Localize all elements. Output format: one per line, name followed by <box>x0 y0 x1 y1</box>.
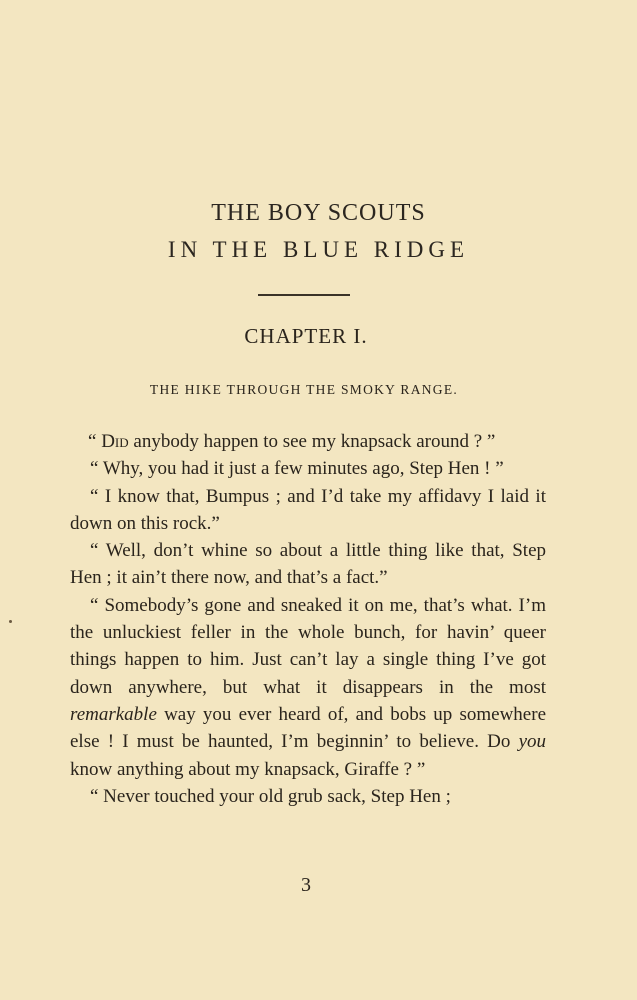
paragraph-text: anybody happen to see my knapsack around ? ” <box>128 431 496 452</box>
paragraph: “ Well, don’t whine so about a little thing like that, Step Hen ; it ain’t there now, and that’s a fact.” <box>70 540 546 589</box>
chapter-heading: CHAPTER I. <box>244 324 368 348</box>
italic-word: you <box>518 731 546 753</box>
paragraph <box>70 592 546 783</box>
page-number: 3 <box>301 874 311 896</box>
paragraph-text: “ Somebody’s gone and sneaked it on me, that’s what. I’m the unluckiest feller in the whole bunch, for havin’ queer things happen to him. Just can’t lay a single thing I’ve got down anywhere, but what it disappears in the most <box>70 594 546 698</box>
paragraph <box>70 428 546 455</box>
italic-word: remarkable <box>70 703 157 725</box>
paragraph-text: way you ever heard of, and bobs up somewhere else ! I must be haunted, I’m beginnin’ to believe. Do <box>70 703 546 753</box>
title-divider <box>258 294 350 296</box>
book-title-line-2: IN THE BLUE RIDGE <box>167 237 470 262</box>
body-text <box>70 428 546 810</box>
paragraph-text: know anything about my knapsack, Giraffe ? ” <box>70 758 426 780</box>
quote-open: “ <box>88 431 102 452</box>
paragraph: “ I know that, Bumpus ; and I’d take my affidavy I laid it down on this rock.” <box>70 485 546 534</box>
paragraph: “ Never touched your old grub sack, Step Hen ; <box>90 785 451 807</box>
chapter-subtitle: THE HIKE THROUGH THE SMOKY RANGE. <box>149 382 459 397</box>
small-caps-word: Did <box>101 431 129 452</box>
book-title-line-1: THE BOY SCOUTS <box>211 200 426 226</box>
paper-speck <box>9 620 12 623</box>
paragraph: “ Why, you had it just a few minutes ago, Step Hen ! ” <box>90 458 504 480</box>
